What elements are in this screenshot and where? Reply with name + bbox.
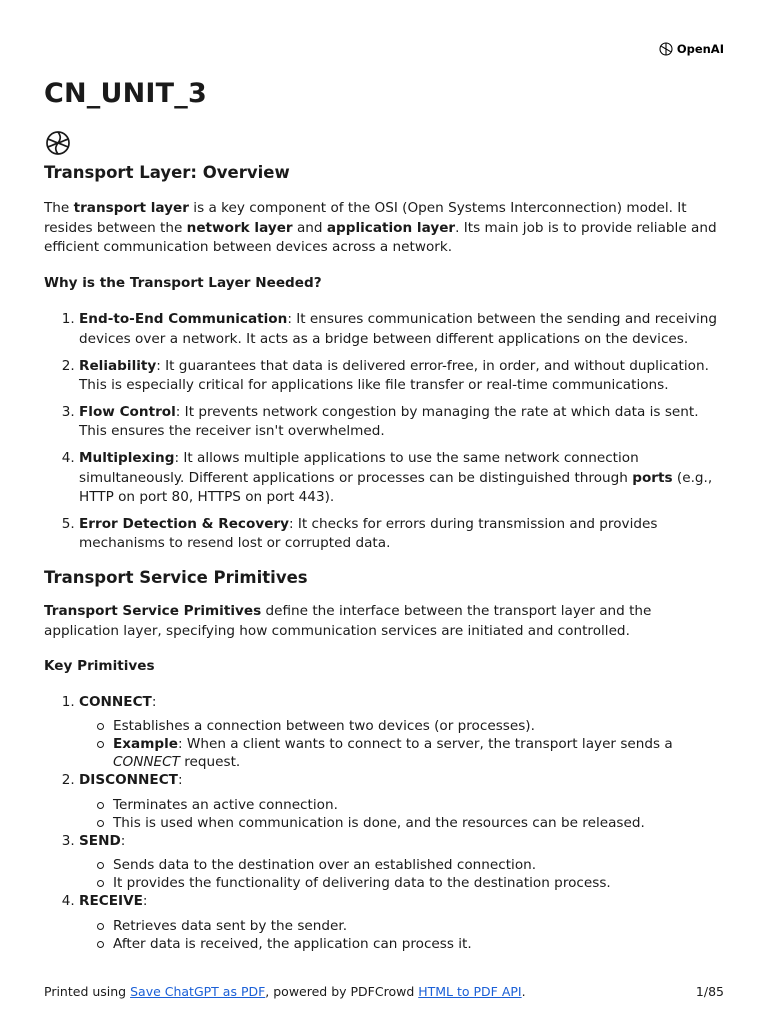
sub-list-item: This is used when communication is done, and the resources can be released.	[113, 814, 724, 832]
document-title: CN_UNIT_3	[44, 78, 207, 109]
list-item: 5. Error Detection & Recovery: It checks for errors during transmission and provides mechanisms to resend lost or corrupted data.	[79, 515, 724, 554]
openai-logo-icon	[658, 41, 674, 57]
sub-list-item: Terminates an active connection.	[113, 796, 724, 814]
primitives-list	[44, 693, 724, 953]
sub-list-item: Example: When a client wants to connect to a server, the transport layer sends a CONNECT request.	[113, 735, 724, 771]
chatgpt-icon	[44, 129, 72, 157]
list-item: 2. DISCONNECT: Terminates an active connection. This is used when communication is done, and the resources can be released.	[79, 771, 724, 832]
brand-label: OpenAI	[676, 42, 724, 56]
primitives-paragraph: Transport Service Primitives define the interface between the transport layer and the application layer, specifying how communication services are initiated and controlled.	[44, 602, 652, 639]
save-chatgpt-pdf-link[interactable]: Save ChatGPT as PDF	[130, 984, 266, 999]
sub-list	[79, 856, 724, 892]
list-item: 2. Reliability: It guarantees that data is delivered error-free, in order, and without duplication. This is especially critical for applications like file transfer or real-time communications.	[79, 357, 724, 396]
sub-list-item: Establishes a connection between two devices (or processes).	[113, 717, 724, 735]
list-item: 3. SEND: Sends data to the destination over an established connection. It provides the functionality of delivering data to the destination process.	[79, 832, 724, 893]
sub-list-item: After data is received, the application can process it.	[113, 935, 724, 953]
sub-list-item: It provides the functionality of delivering data to the destination process.	[113, 874, 724, 892]
question-heading: Why is the Transport Layer Needed?	[44, 274, 322, 291]
list-item: 3. Flow Control: It prevents network congestion by managing the rate at which data is sent. This ensures the receiver isn't overwhelmed.	[79, 403, 724, 442]
list-item: 4. Multiplexing: It allows multiple applications to use the same network connection simultaneously. Different applications or processes can be distinguished through ports (e.g., HTTP on port 80, HTTPS on port 443).	[79, 449, 724, 508]
openai-brand	[658, 41, 724, 57]
overview-paragraph: The transport layer is a key component of the OSI (Open Systems Interconnection) model. It resides between the network layer and application layer. Its main job is to provide reliable and efficient communication between devices across a network.	[44, 200, 717, 256]
print-footer	[44, 984, 724, 999]
list-item: 1. CONNECT: Establishes a connection between two devices (or processes). Example: When a client wants to connect to a server, the transport layer sends a CONNECT request.	[79, 693, 724, 772]
list-item: 1. End-to-End Communication: It ensures communication between the sending and receiving devices over a network. It acts as a bridge between different applications on the devices.	[79, 310, 724, 349]
key-primitives-heading: Key Primitives	[44, 658, 155, 675]
sub-list-item: Retrieves data sent by the sender.	[113, 917, 724, 935]
reasons-list	[44, 310, 724, 554]
footer-credit: Printed using Save ChatGPT as PDF, powered by PDFCrowd HTML to PDF API.	[44, 984, 526, 999]
content-body	[44, 161, 724, 953]
sub-list-item: Sends data to the destination over an established connection.	[113, 856, 724, 874]
sub-list	[79, 917, 724, 953]
sub-list	[79, 717, 724, 771]
sub-list	[79, 796, 724, 832]
section-heading-primitives: Transport Service Primitives	[44, 567, 308, 587]
html-to-pdf-api-link[interactable]: HTML to PDF API	[418, 984, 522, 999]
section-heading-overview: Transport Layer: Overview	[44, 163, 290, 182]
list-item: 4. RECEIVE: Retrieves data sent by the sender. After data is received, the application can process it.	[79, 892, 724, 953]
page-number: 1/85	[695, 984, 724, 999]
